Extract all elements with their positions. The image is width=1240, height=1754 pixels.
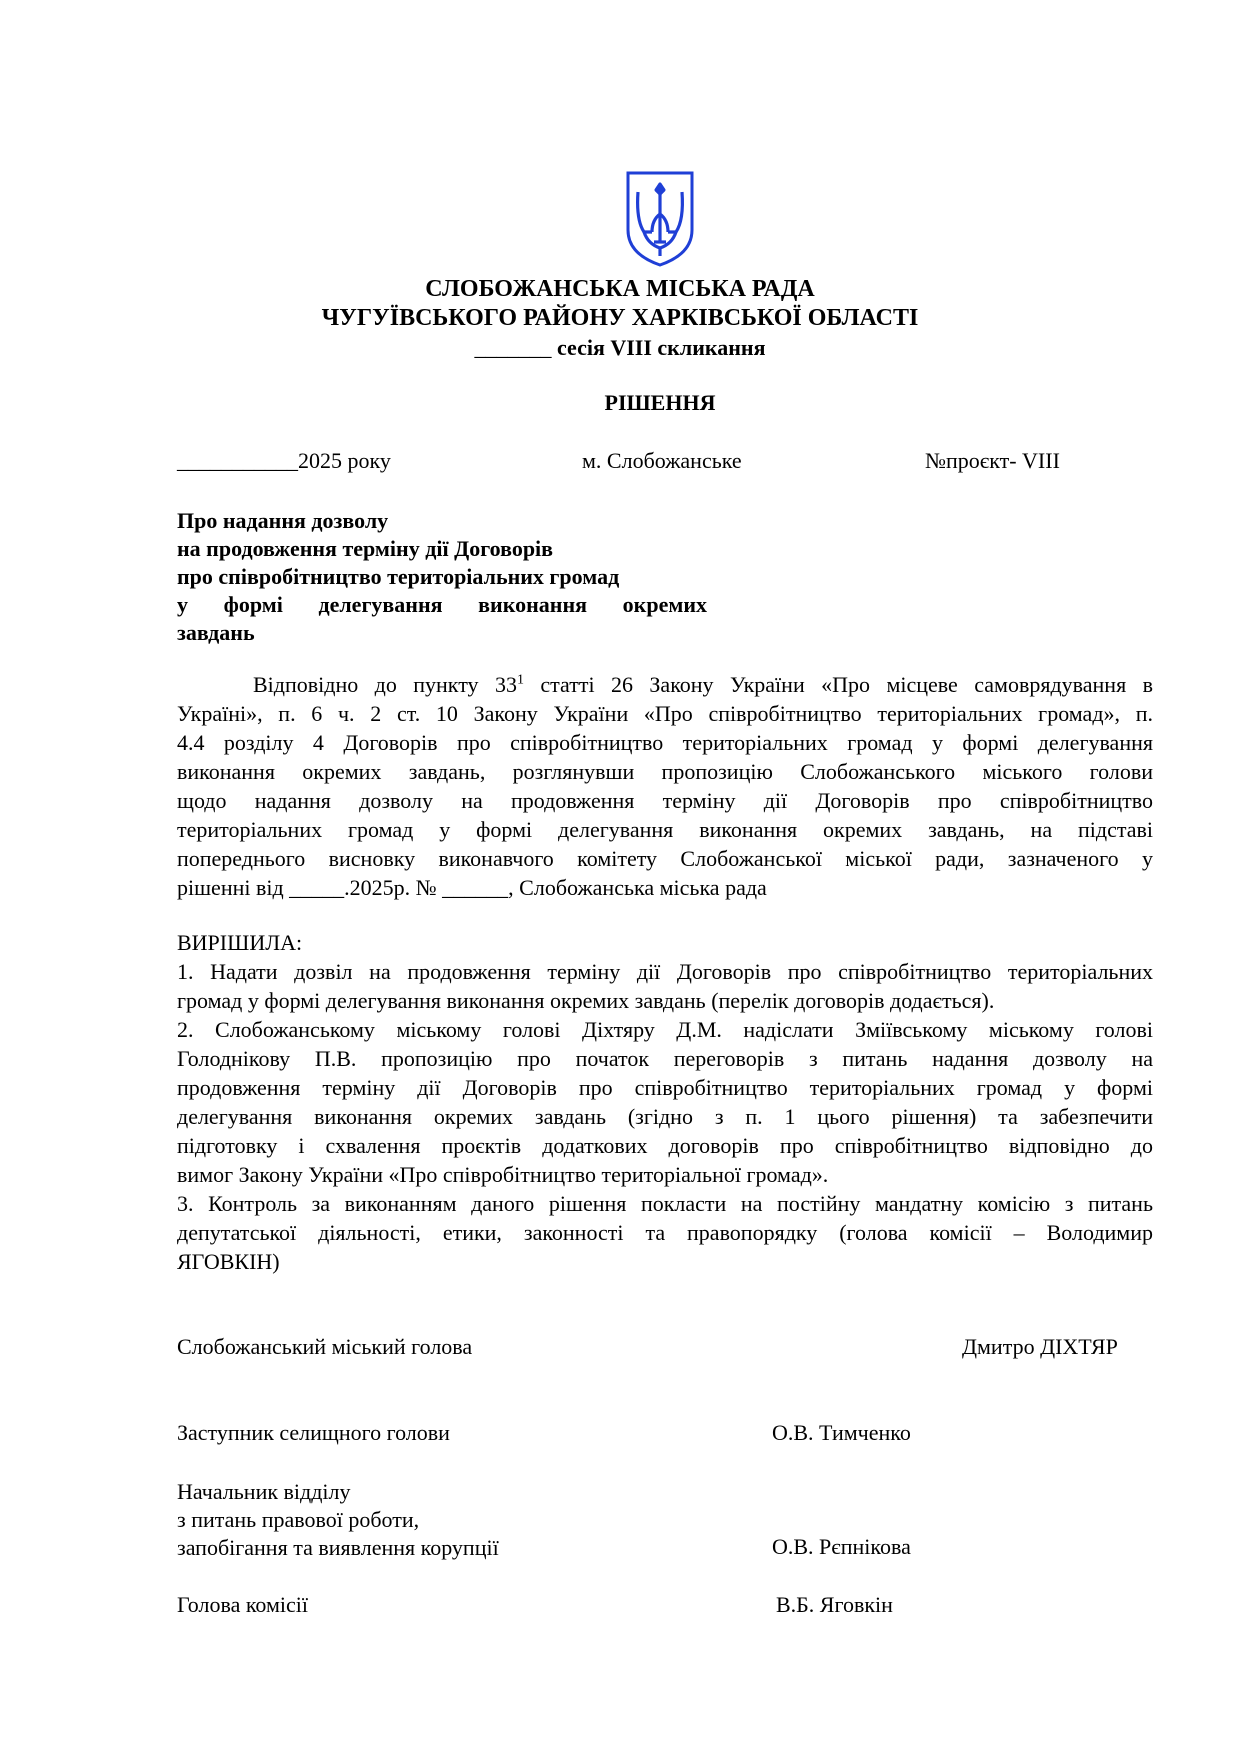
legal-dept-title (177, 1478, 499, 1562)
document-number: №проєкт- VIII (925, 448, 1060, 473)
preamble-paragraph (177, 670, 1153, 902)
item-text: на (1106, 1046, 1153, 1071)
item-text: надання дозволу (932, 1046, 1107, 1071)
session-blank: _______ (474, 335, 552, 360)
resolution-item-2: 2. Слобожанському міському голові Діхтяру Д.М. надіслати Зміївському міському голові (177, 1017, 1153, 1042)
resolved-section (177, 928, 1153, 1276)
deputy-name: О.В. Тимченко (772, 1420, 911, 1445)
item-text: комісію з питань (963, 1191, 1153, 1216)
commission-name: В.Б. Яговкін (776, 1592, 893, 1617)
preamble-first-line (177, 670, 1153, 699)
document-type-title: РІШЕННЯ (604, 390, 716, 415)
preamble-line: виконання окремих завдань, розглянувши пропозицію Слобожанського міського голови (177, 759, 1153, 784)
item-text: на продовження терміну дії Договорів про співробітництво територіальних (369, 959, 1154, 984)
commission-title: Голова комісії (177, 1592, 309, 1617)
session-text: сесія VIII скликання (557, 335, 766, 360)
legal-title-line: запобігання та виявлення корупції (177, 1535, 499, 1560)
date-blank: ___________ (177, 448, 298, 473)
legal-title-text: Начальник (177, 1479, 279, 1504)
session-line (0, 335, 1240, 361)
resolution-line (177, 1044, 1153, 1073)
item-text: 3. Контроль за виконанням даного рішення покласти на постійну (177, 1191, 875, 1216)
preamble-line: Україні», п. 6 ч. 2 ст. 10 Закону України «Про співробітництво територіальних громад», п. (177, 701, 1153, 726)
subject-line: у формі делегування виконання окремих (177, 592, 707, 617)
preamble-line: попереднього висновку виконавчого комітету Слобожанської міської ради, зазначеного у (177, 846, 1153, 871)
resolution-line: продовження терміну дії Договорів про співробітництво територіальних громад у формі (177, 1075, 1153, 1100)
legal-title-text: відділу (278, 1479, 351, 1504)
preamble-last-line: рішенні від _____.2025р. № ______, Слобожанська міська рада (177, 875, 767, 900)
date-year: 2025 року (298, 448, 391, 473)
legal-dept-name: О.В. Рєпнікова (772, 1534, 911, 1559)
resolved-heading: ВИРІШИЛА: (177, 930, 303, 955)
subject-line: завдань (177, 620, 255, 645)
subject-line: Про надання дозволу (177, 508, 389, 533)
coat-of-arms-icon (624, 170, 696, 268)
superscript-number: 1 (516, 672, 524, 688)
district-name: ЧУГУЇВСЬКОГО РАЙОНУ ХАРКІВСЬКОЇ ОБЛАСТІ (321, 305, 919, 331)
subject-line: про співробітництво територіальних громад (177, 564, 620, 589)
council-name: СЛОБОЖАНСЬКА МІСЬКА РАДА (425, 276, 815, 302)
mayor-name: Дмитро ДІХТЯР (962, 1334, 1118, 1359)
deputy-title: Заступник селищного голови (177, 1420, 450, 1445)
resolution-line: підготовку і схвалення проєктів додаткових договорів про співробітництво відповідно до (177, 1133, 1153, 1158)
mayor-title: Слобожанський міський голова (177, 1334, 473, 1359)
preamble-line: 4.4 розділу 4 Договорів про співробітництво територіальних громад у формі делегування (177, 730, 1153, 755)
resolution-line: депутатської діяльності, етики, законності та правопорядку (голова комісії – Володимир (177, 1220, 1153, 1245)
subject-line: на продовження терміну дії Договорів (177, 536, 554, 561)
city-name: м. Слобожанське (582, 448, 742, 473)
item-text: 1. Надати дозвіл (177, 959, 370, 984)
resolution-line: делегування виконання окремих завдань (згідно з п. 1 цього рішення) та забезпечити (177, 1104, 1153, 1129)
preamble-text: статті 26 Закону України «Про місцеве самоврядування в (523, 672, 1153, 697)
date-field (177, 448, 391, 474)
preamble-line: щодо надання дозволу на продовження терміну дії Договорів про співробітництво (177, 788, 1153, 813)
subject-block (177, 507, 717, 647)
preamble-line: територіальних громад у формі делегування виконання окремих завдань, на підставі (177, 817, 1153, 842)
resolution-item-3 (177, 1189, 1153, 1218)
legal-title-line: з питань правової роботи, (177, 1507, 420, 1532)
resolution-line: громад у формі делегування виконання окремих завдань (перелік договорів додається). (177, 988, 995, 1013)
resolution-item-1 (177, 957, 1153, 986)
legal-title-line (177, 1478, 499, 1506)
item-text: Голоднікову П.В. пропозицію про початок переговорів з питань (177, 1046, 933, 1071)
resolution-line: вимог Закону України «Про співробітництво територіальної громад». (177, 1162, 829, 1187)
resolution-line: ЯГОВКІН) (177, 1249, 280, 1274)
item-text: мандатну (874, 1191, 964, 1216)
preamble-text: Відповідно до пункту 33 (253, 672, 517, 697)
